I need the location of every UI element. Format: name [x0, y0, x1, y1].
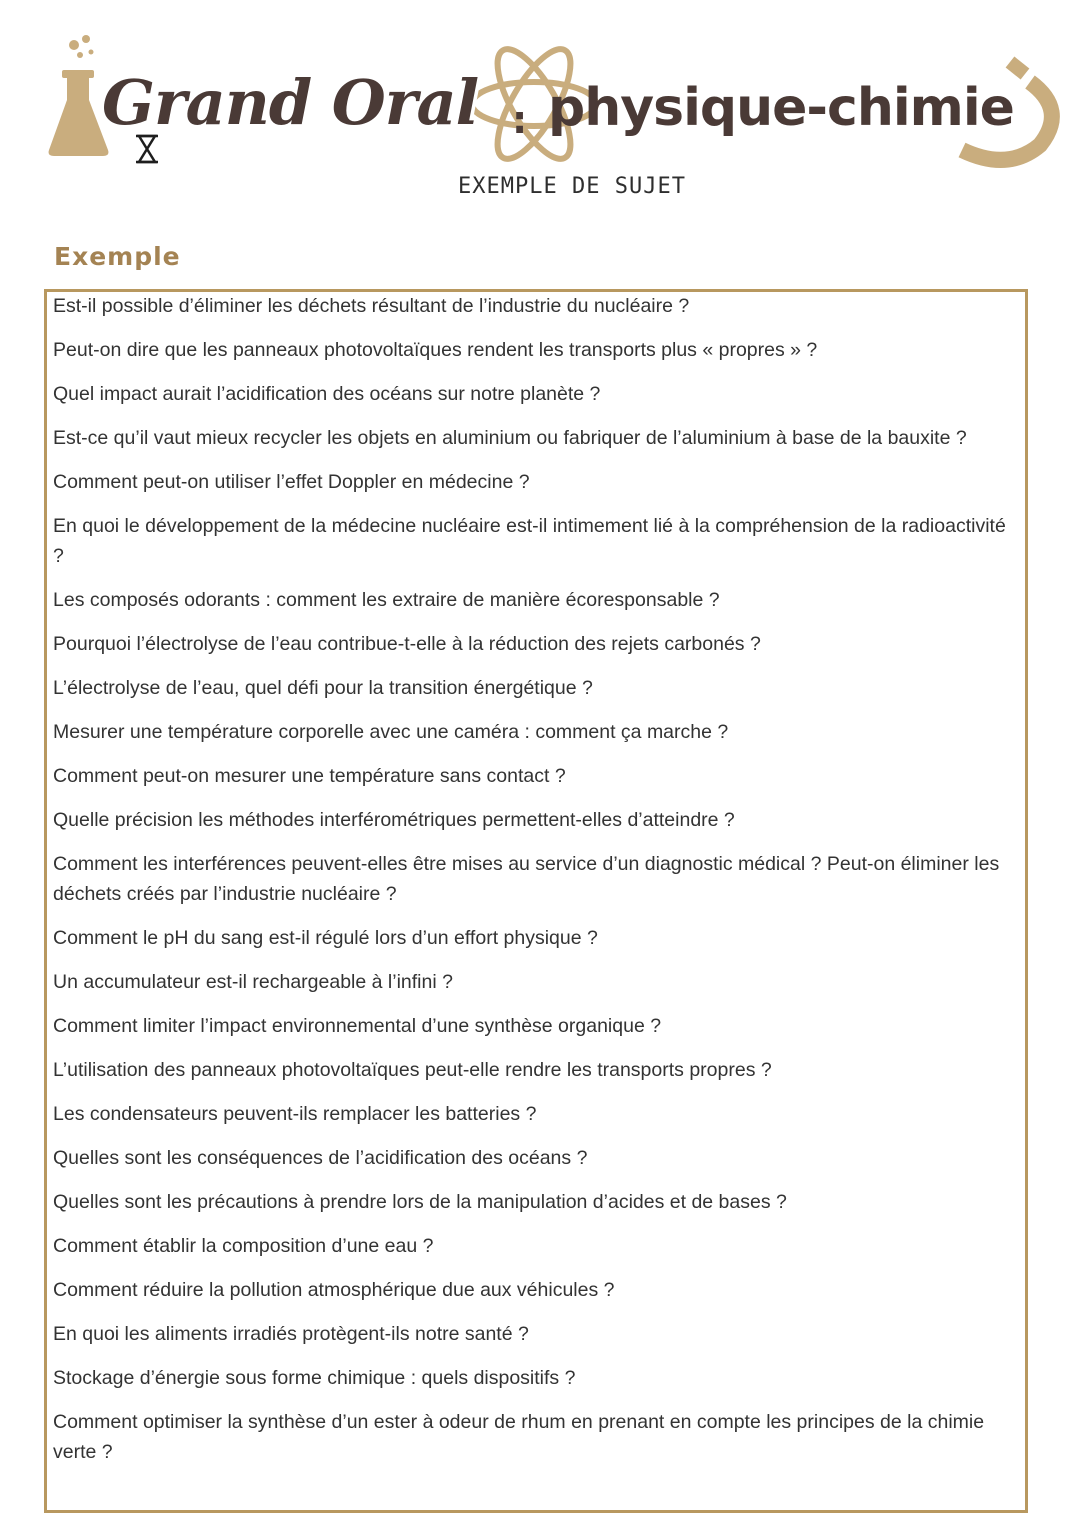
title-separator: :	[512, 98, 528, 142]
list-item: Comment limiter l’impact environnemental d’une synthèse organique ?	[53, 1015, 662, 1037]
list-item: Comment optimiser la synthèse d’un ester à odeur de rhum en prenant en compte les principes de la chimie verte ?	[53, 1411, 985, 1463]
list-item: Quel impact aurait l’acidification des océans sur notre planète ?	[53, 383, 601, 405]
list-item: L’utilisation des panneaux photovoltaïques peut-elle rendre les transports propres ?	[53, 1059, 772, 1081]
list-item: Pourquoi l’électrolyse de l’eau contribue-t-elle à la réduction des rejets carbonés ?	[53, 633, 761, 655]
list-item: Comment le pH du sang est-il régulé lors d’un effort physique ?	[53, 927, 598, 949]
section-label: Exemple	[54, 242, 181, 271]
list-item: Comment peut-on utiliser l’effet Doppler en médecine ?	[53, 471, 530, 493]
page-subtitle: EXEMPLE DE SUJET	[458, 174, 686, 199]
list-item: Les composés odorants : comment les extraire de manière écoresponsable ?	[53, 589, 720, 611]
list-item: Comment peut-on mesurer une température sans contact ?	[53, 765, 566, 787]
title-grand-oral: Grand Oral	[102, 66, 479, 139]
list-item: Est-il possible d’éliminer les déchets résultant de l’industrie du nucléaire ?	[53, 295, 690, 317]
list-item: Comment les interférences peuvent-elles être mises au service d’un diagnostic médical ? Peut-on éliminer les déchets créés par l’industrie nucléaire ?	[53, 853, 1000, 905]
list-item: En quoi le développement de la médecine nucléaire est-il intimement lié à la compréhension de la radioactivité ?	[53, 515, 1006, 567]
list-item: L’électrolyse de l’eau, quel défi pour la transition énergétique ?	[53, 677, 593, 699]
flask-icon	[49, 35, 109, 156]
list-item: Quelles sont les conséquences de l’acidification des océans ?	[53, 1147, 588, 1169]
list-item: Comment établir la composition d’une eau ?	[53, 1235, 434, 1257]
list-item: Quelle précision les méthodes interférométriques permettent-elles d’atteindre ?	[53, 809, 735, 831]
page-header	[0, 0, 1080, 230]
title-physique-chimie: physique-chimie	[548, 78, 1014, 138]
list-item: Stockage d’énergie sous forme chimique : quels dispositifs ?	[53, 1367, 576, 1389]
list-item: Peut-on dire que les panneaux photovoltaïques rendent les transports plus « propres » ?	[53, 339, 818, 361]
list-item: Un accumulateur est-il rechargeable à l’infini ?	[53, 971, 453, 993]
list-item: Est-ce qu’il vaut mieux recycler les objets en aluminium ou fabriquer de l’aluminium à base de la bauxite ?	[53, 427, 967, 449]
list-item: En quoi les aliments irradiés protègent-ils notre santé ?	[53, 1323, 529, 1345]
hourglass-icon	[136, 136, 158, 162]
list-item: Les condensateurs peuvent-ils remplacer les batteries ?	[53, 1103, 537, 1125]
list-item: Comment réduire la pollution atmosphérique due aux véhicules ?	[53, 1279, 615, 1301]
list-item: Mesurer une température corporelle avec une caméra : comment ça marche ?	[53, 721, 729, 743]
list-item: Quelles sont les précautions à prendre lors de la manipulation d’acides et de bases ?	[53, 1191, 787, 1213]
